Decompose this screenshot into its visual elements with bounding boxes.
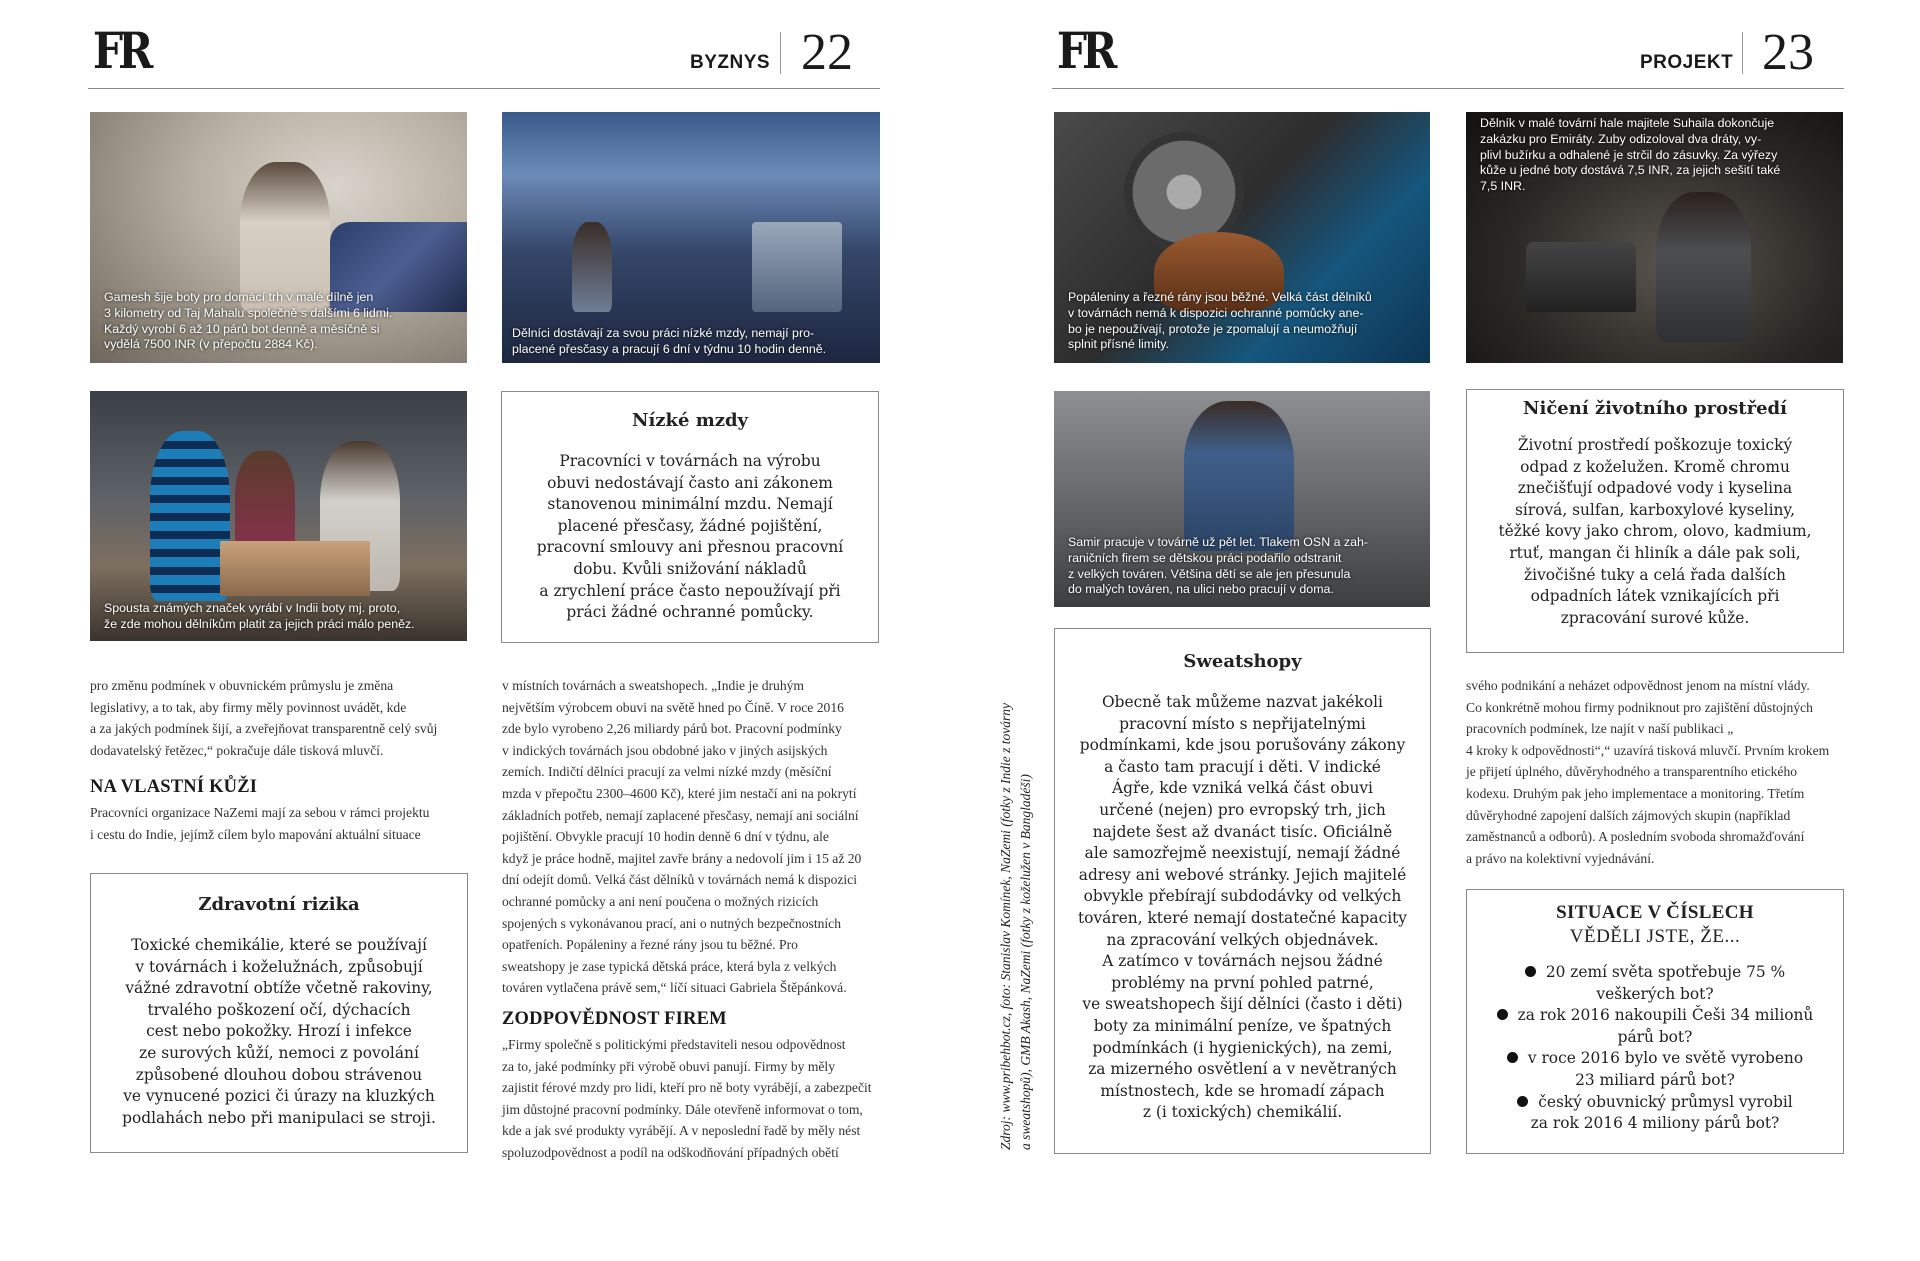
section-name-right: PROJEKT	[1640, 52, 1734, 73]
bullet-icon	[1517, 1096, 1528, 1107]
photo-caption: Dělníci dostávají za svou práci nízké mzdy, nemají pro- placené přesčasy a pracují 6 dní v týdnu 10 hodin denně.	[512, 326, 827, 356]
photo-caption: Spousta známých značek vyrábí v Indii boty mj. proto, že zde mohou dělníkům platit za jejich práci málo peněz.	[104, 601, 415, 631]
photo-caption: Gamesh šije boty pro domácí trh v malé dílně jen 3 kilometry od Taj Mahalu společně s dalšími 6 lidmi. Každý vyrobí 6 až 10 párů bot denně a měsíčně si vydělá 7500 INR (v přepočtu 2884 Kč).	[104, 290, 393, 352]
stats-item: za rok 2016 nakoupili Češi 34 milionů párů bot?	[1467, 1005, 1843, 1048]
header-separator-left	[780, 32, 781, 74]
info-box-stats	[1466, 889, 1844, 1154]
sewing-machine	[1526, 242, 1636, 312]
photo-caption: Dělník v malé tovární hale majitele Suhaila dokončuje zakázku pro Emiráty. Zuby odizoloval dva dráty, vy- plivl bužírku a odhalené je strčil do zásuvky. Za výřezy kůže u jedné boty dostává 7,5 INR, za jejich sešití také 7,5 INR.	[1480, 116, 1781, 194]
photo-child-worker	[1054, 391, 1430, 607]
page-number-left: 22	[801, 24, 853, 81]
header-separator-right	[1742, 32, 1743, 74]
worker-figure	[150, 431, 230, 601]
box-title: Sweatshopy	[1183, 651, 1302, 672]
info-box-sweatshops	[1054, 628, 1431, 1154]
box-title: Ničení životního prostředí	[1523, 398, 1787, 419]
stats-item: český obuvnický průmysl vyrobil za rok 2016 4 miliony párů bot?	[1467, 1092, 1843, 1135]
machine-block	[752, 222, 842, 312]
box-title: Zdravotní rizika	[198, 894, 360, 915]
section-name-left: BYZNYS	[690, 52, 771, 73]
subheading-responsibility: ZODPOVĚDNOST FIREM	[502, 1009, 727, 1029]
subheading-own-skin: NA VLASTNÍ KŮŽI	[90, 777, 258, 797]
bullet-icon	[1525, 966, 1536, 977]
photo-caption: Samir pracuje v továrně už pět let. Tlakem OSN a zah- raničních firem se dětskou práci podařilo odstranit z velkých továren. Většina dětí se ale jen přesunula do malých továren, na ulici nebo pracují v doma.	[1068, 535, 1369, 597]
bullet-icon	[1507, 1052, 1518, 1063]
box-text: Toxické chemikálie, které se používají v továrnách i koželužnách, způsobují vážné zdravotní obtíže včetně rakoviny, trvalého poškození očí, dýchacích cest nebo pokožky. Hrozí i infekce ze surových kůží, nemoci z povolání způsobené dlouhou dobou strávenou ve vynucené pozici či úrazy na kluzkých podlahách nebo při manipulaci se stroji.	[122, 936, 436, 1127]
magazine-logo-left: FR	[92, 21, 149, 80]
info-box-environment	[1466, 389, 1844, 653]
photo-workers-table	[90, 391, 467, 641]
box-title: Nízké mzdy	[631, 410, 748, 431]
box-text: Obecně tak můžeme nazvat jakékoli pracovní místo s nepřijatelnými podmínkami, kde jsou porušovány zákony a často tam pracují i děti. V indické Ágře, kde vzniká velká část obuvi určené (nejen) pro evropský trh, jich najdete šest až dvanáct tisíc. Oficiálně ale samozřejmě neexistují, nemají žádné adresy ani webové stránky. Jejich majitelé obvykle přebírají subdodávky od velkých továren, které nemají dostatečné kapacity na zpracování velkých objednávek. A zatímco v továrnách nejsou žádné problémy na první pohled patrné, ve sweatshopech šijí dělníci (často i děti) boty za minimální peníze, ve špatných podmínkách (i hygienických), na zemi, za mizerného osvětlení a v nevětraných místnostech, kde se hromadí zápach z (i toxických) chemikálií.	[1078, 693, 1407, 1122]
photo-grinding-wheel	[1054, 112, 1430, 363]
info-box-health-risks	[90, 873, 468, 1153]
page-number-right: 23	[1762, 24, 1814, 81]
article-text-right-col2: svého podnikání a neházet odpovědnost jenom na místní vlády. Co konkrétně mohou firmy podniknout pro zajištění důstojných pracovních podmínek, lze najít v naší publikaci „ 4 kroky k odpovědnosti“,“ uzavírá tisková mluvčí. Prvním krokem je přijetí úplného, důvěryhodného a transparentního etického kodexu. Druhým pak jeho implementace a monitoring. Třetím důvěryhodné zapojení dalších zájmových skupin (například zaměstnanců a odborů). A posledním svoboda shromažďování a právo na kolektivní vyjednávání.	[1466, 678, 1830, 866]
header-rule-right	[1052, 88, 1844, 89]
photo-factory-hall	[502, 112, 880, 363]
stats-title: SITUACE V ČÍSLECH	[1556, 902, 1754, 923]
photo-credit: Zdroj: www.pribehbot.cz, foto: Stanislav Komínek, NaZemi (fotky z Indie z továrny a sweatshopů), GMB Akash, NaZemi (fotky z koželužen v Bangladéši)	[998, 703, 1033, 1150]
stats-item: 20 zemí světa spotřebuje 75 % veškerých bot?	[1467, 962, 1843, 1005]
bullet-icon	[1497, 1009, 1508, 1020]
photo-sewing-machine	[1466, 112, 1843, 363]
work-table	[220, 541, 370, 596]
worker-figure	[572, 222, 612, 312]
child-figure	[1184, 401, 1294, 551]
photo-caption: Popáleniny a řezné rány jsou běžné. Velká část dělníků v továrnách nemá k dispozici ochranné pomůcky ane- bo je nepoužívají, protože je zpomalují a neumožňují splnit přísné limity.	[1068, 290, 1372, 352]
article-text-left-col2-top: v místních továrnách a sweatshopech. „Indie je druhým největším výrobcem obuvi na světě hned po Číně. V roce 2016 zde bylo vyrobeno 2,26 miliardy párů bot. Pracovní podmínky v indických továrnách jsou obdobné jako v jiných asijských zemích. Indičtí dělníci pracují za velmi nízké mzdy (měsíční mzda v přepočtu 2300–4600 Kč), které jim nestačí ani na pokrytí základních potřeb, nemají zaplacené přesčasy, nemají ani sociální pojištění. Obvykle pracují 10 hodin denně 6 dní v týdnu, ale když je práce hodně, majitel zavře brány a nedovolí jim i 15 až 20 dní odejít domů. Velká část dělníků v továrnách nemá k dispozici ochranné pomůcky a ani není poučena o možných rizicích spojených s vykonávanou prací, ani o nutných bezpečnostních opatřeních. Popáleniny a řezné rány jsou tu běžné. Pro sweatshopy je zase typická dětská práce, která byla z velkých továren vytlačena právě sem,“ líčí situaci Gabriela Štěpánková.	[502, 678, 862, 996]
article-text-left-col1-own-skin: Pracovníci organizace NaZemi mají za sebou v rámci projektu i cestu do Indie, jejímž cílem bylo mapování aktuální situace	[90, 805, 430, 842]
box-text: Životní prostředí poškozuje toxický odpad z koželužen. Kromě chromu znečišťují odpadové vody i kyselina sírová, sulfan, karboxylové kyseliny, těžké kovy jako chrom, olovo, kadmium, rtuť, mangan či hliník a dále pak soli, živočišné tuky a celá řada dalších odpadních látek vznikajících při zpracování surové kůže.	[1498, 436, 1812, 627]
article-text-left-col2-responsibility: „Firmy společně s politickými představiteli nesou odpovědnost za to, jaké podmínky při výrobě obuvi panují. Firmy by měly zajistit férové mzdy pro lidi, kteří pro ně boty vyrábějí, a zabezpečit jim důstojné pracovní podmínky. Dále otevřeně informovat o tom, kde a jak své produkty vyrábějí. A v neposlední řadě by měly nést spoluzodpovědnost a podíl na odškodňování případných obětí	[502, 1037, 872, 1160]
stats-item: v roce 2016 bylo ve světě vyrobeno 23 miliard párů bot?	[1467, 1048, 1843, 1091]
header-rule-left	[88, 88, 880, 89]
stats-subtitle: VĚDĚLI JSTE, ŽE...	[1569, 926, 1741, 947]
stats-list	[1467, 962, 1843, 1135]
photo-shoe-workshop	[90, 112, 467, 363]
box-text: Pracovníci v továrnách na výrobu obuvi nedostávají často ani zákonem stanovenou minimální mzdu. Nemají placené přesčasy, žádné pojištění, pracovní smlouvy ani přesnou pracovní dobu. Kvůli snižování nákladů a zrychlení práce často nepoužívají při práci žádné ochranné pomůcky.	[536, 452, 844, 622]
magazine-logo-right: FR	[1056, 21, 1113, 80]
info-box-low-wages	[501, 391, 879, 643]
worker-figure	[1656, 192, 1751, 342]
article-text-left-col1-top: pro změnu podmínek v obuvnickém průmyslu je změna legislativy, a to tak, aby firmy měly povinnost uvádět, kde a za jakých podmínek šijí, a zveřejňovat transparentně celý svůj dodavatelský řetězec,“ pokračuje dále tisková mluvčí.	[90, 678, 438, 758]
